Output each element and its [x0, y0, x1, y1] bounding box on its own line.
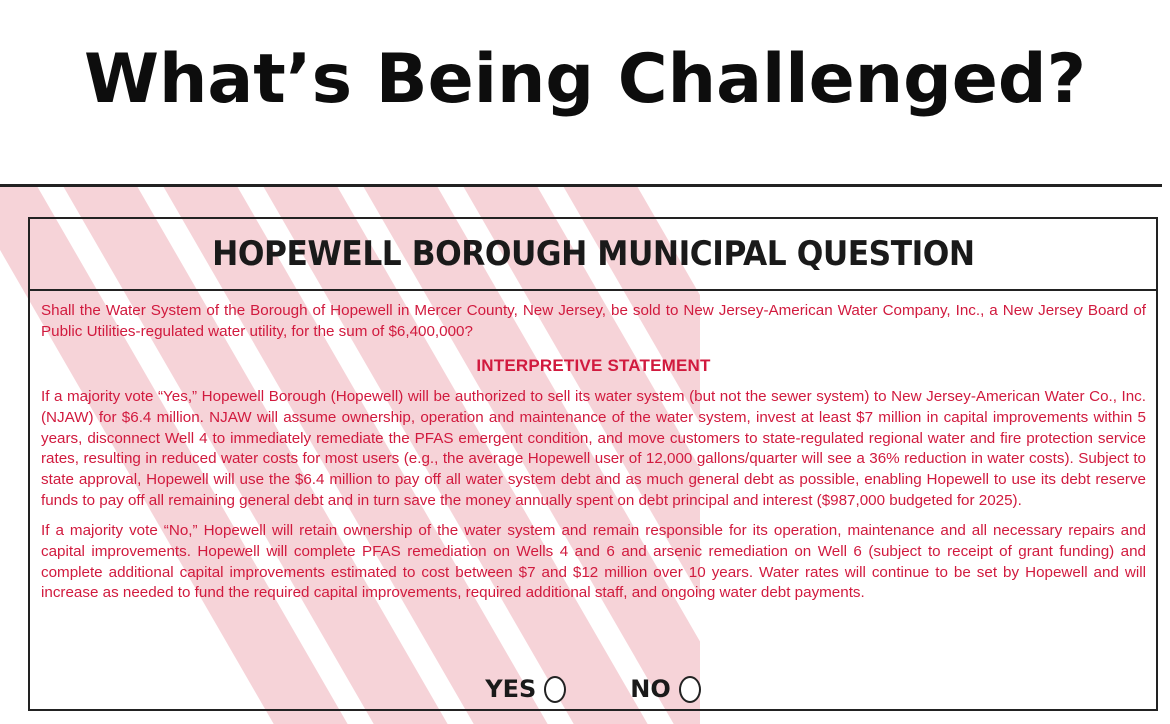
yes-paragraph: If a majority vote “Yes,” Hopewell Borough (Hopewell) will be authorized to sell its water system (but not the sewer system) to New Jersey-American Water Co., Inc. (NJAW) for $6.4 million. NJAW will assume ownership, operation and maintenance of the water system, invest at least $7 million in capital improvements within 5 years, disconnect Well 4 to immediately remediate the PFAS emergent condition, and move customers to state-regulated regional water and fire protection service rates, resulting in reduced water costs for most users (e.g., the average Hopewell user of 12,000 gallons/quarter will see a 36% reduction in water costs). Subject to state approval, Hopewell will use the $6.4 million to pay off all water system debt and as much general debt as possible, enabling Hopewell to use its debt reserve funds to pay off all remaining general debt and in turn save the money annually spent on debt principal and interest ($987,000 budgeted for 2025).: [41, 388, 1146, 509]
vote-options: [30, 675, 1156, 703]
no-label: NO: [630, 675, 671, 703]
ballot-body: [30, 291, 1156, 604]
yes-label: YES: [485, 675, 537, 703]
no-option[interactable]: [630, 675, 701, 703]
ballot-question: Shall the Water System of the Borough of Hopewell in Mercer County, New Jersey, be sold to New Jersey-American Water Company, Inc., a New Jersey Board of Public Utilities-regulated water utility, for the sum of $6,400,000?: [41, 302, 1146, 340]
divider: [0, 184, 1162, 187]
ballot-header: [30, 219, 1156, 291]
page-title: What’s Being Challenged?: [83, 40, 1087, 119]
no-paragraph: If a majority vote “No,” Hopewell will retain ownership of the water system and remain responsible for its operation, maintenance and all necessary repairs and capital improvements. Hopewell will complete PFAS remediation on Wells 4 and 6 and arsenic remediation on Well 6 (subject to receipt of grant funding) and complete additional capital improvements estimated to cost between $7 and $12 million over 10 years. Water rates will continue to be set by Hopewell and will increase as needed to fund the required capital improvements, required additional staff, and ongoing water debt payments.: [41, 522, 1146, 602]
yes-option[interactable]: [485, 675, 566, 703]
ballot-box: [28, 217, 1158, 711]
yes-oval-icon[interactable]: [544, 676, 566, 703]
no-oval-icon[interactable]: [679, 676, 701, 703]
interpretive-heading: INTERPRETIVE STATEMENT: [476, 356, 711, 376]
ballot-title: HOPEWELL BOROUGH MUNICIPAL QUESTION: [211, 234, 975, 274]
